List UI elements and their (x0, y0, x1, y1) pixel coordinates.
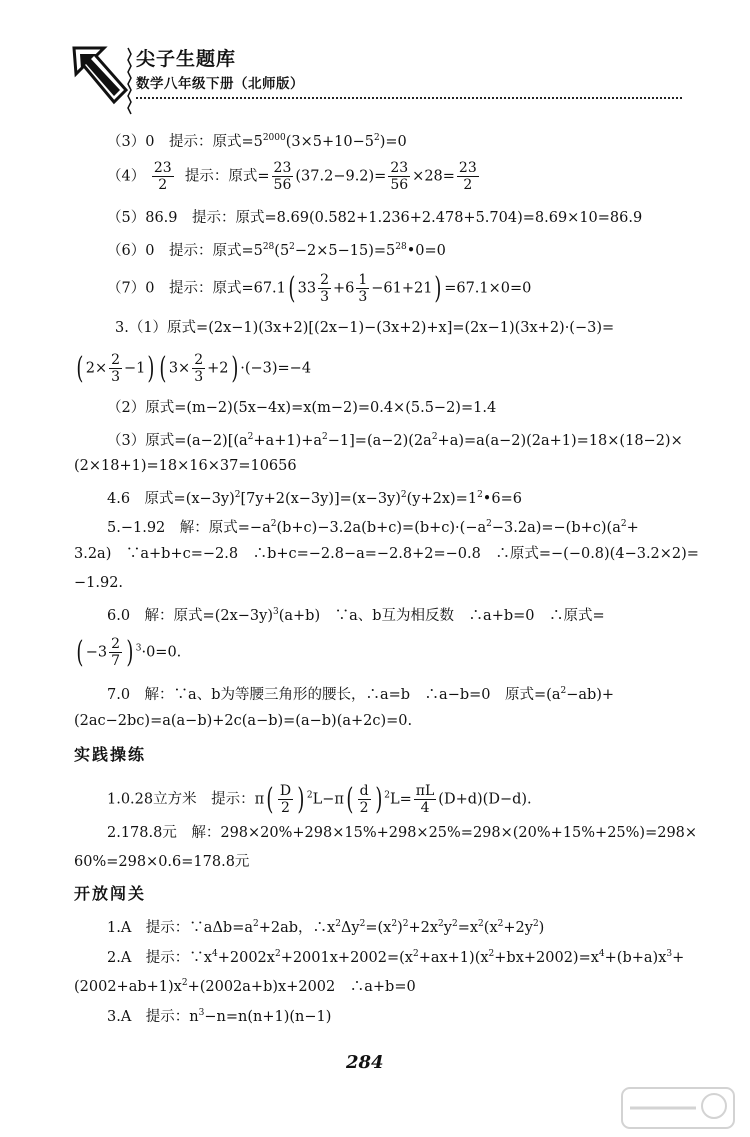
text: 33 (297, 280, 317, 297)
paren: ) (297, 781, 305, 817)
answer-line: −1.92. (74, 575, 124, 591)
answer-line (107, 514, 639, 538)
fraction (152, 160, 174, 193)
text: )=0 (379, 133, 407, 150)
paren: ( (159, 350, 167, 386)
numerator: 1 (358, 272, 368, 288)
answer-line: 60%=298×0.6=178.8元 (74, 854, 250, 870)
text: L= (390, 791, 412, 808)
text: ) (397, 919, 403, 936)
exp: 3 (666, 949, 673, 959)
exp: 2 (478, 919, 484, 929)
numerator: 23 (153, 160, 172, 176)
fraction (109, 352, 122, 385)
exp: 2 (451, 919, 458, 929)
paren: ( (76, 350, 84, 386)
text: 提示：原式= (184, 168, 270, 185)
exp: 2 (373, 133, 380, 143)
exp: 4 (211, 949, 218, 959)
denominator: 4 (420, 800, 430, 816)
text: [7y+2(x−3y)]=(x−3y) (240, 490, 401, 507)
text: 3× (168, 360, 191, 377)
text: •6=6 (482, 490, 522, 507)
exp: 2 (335, 919, 341, 929)
fraction (109, 636, 122, 669)
fraction (272, 160, 294, 193)
text: +6 (332, 280, 355, 297)
text: L−π (312, 791, 344, 808)
text: +2001x+2002=(x (280, 949, 413, 966)
denominator: 3 (111, 369, 121, 385)
text: + (672, 949, 685, 966)
numerator: 2 (111, 636, 121, 652)
exp: 2 (289, 242, 295, 252)
text: (b+c)−3.2a(b+c)=(b+c)·(−a (276, 519, 487, 536)
answer-line (107, 681, 614, 705)
answer-line: （2）原式=(m−2)(5x−4x)=x(m−2)=0.4×(5.5−2)=1.4 (107, 400, 497, 416)
text: −ab)+ (566, 686, 615, 703)
exp: 3 (135, 643, 142, 654)
paren: ) (147, 350, 155, 386)
text: (3×5+10−5 (285, 133, 374, 150)
text: +(b+a)x (604, 949, 667, 966)
answer-line (107, 914, 544, 938)
answer-line: (2×18+1)=18×16×37=10656 (74, 458, 297, 474)
text: +ax+1)(x (418, 949, 489, 966)
text: −1]=(a−2)(2a (327, 432, 432, 449)
answer-line (107, 602, 605, 626)
answer-line: 3.2a) ∵a+b+c=−2.8 ∴b+c=−2.8−a=−2.8+2=−0.8 ∴原式=−(−0.8)(4−3.2×2)= (74, 546, 699, 562)
text: +2002x (217, 949, 275, 966)
text: +(2002a+b)x+2002 ∴a+b=0 (187, 978, 416, 995)
text: −3 (85, 644, 108, 661)
answer-line (74, 636, 181, 669)
answer-line (107, 485, 522, 509)
exp: 2 (391, 919, 398, 929)
text: 1.0.28立方米 提示：π (107, 791, 265, 808)
exp: 2 (253, 919, 259, 929)
denominator: 3 (320, 289, 329, 305)
answer-line (107, 160, 481, 193)
text: + (626, 519, 639, 536)
exp: 2 (431, 432, 438, 442)
text: (x (483, 919, 498, 936)
answer-line: 3.（1）原式=(2x−1)(3x+2)[(2x−1)−(3x+2)+x]=(2x−1)(3x+2)·(−3)= (115, 320, 615, 336)
text: 3.A 提示：n (107, 1008, 199, 1025)
fraction (414, 783, 437, 816)
fraction (388, 160, 410, 193)
denominator: 7 (111, 653, 121, 669)
numerator: 23 (390, 160, 409, 176)
text: 1.A 提示：∵aΔb=a (107, 919, 253, 936)
answer-line (74, 352, 311, 385)
exp: 2 (181, 978, 188, 988)
text: −2×5−15)=5 (294, 242, 396, 259)
text: +a)=a(a−2)(2a+1)=18×(18−2)× (437, 432, 683, 449)
paren: ( (266, 781, 274, 817)
numerator: D (279, 783, 292, 799)
exp: 2 (322, 432, 328, 442)
page-number: 284 (346, 1052, 384, 1073)
exp: 2 (532, 919, 539, 929)
answer-line: (2ac−2bc)=a(a−b)+2c(a−b)=(a−b)(a+2c)=0. (74, 713, 413, 729)
paren: ( (346, 781, 354, 817)
exp: 2 (560, 686, 567, 696)
text: ×28= (412, 168, 455, 185)
fraction (192, 352, 205, 385)
exp: 3 (198, 1008, 205, 1018)
section-heading: 实践操练 (74, 745, 147, 764)
text: 4.6 原式=(x−3y) (107, 490, 235, 507)
text: ·0=0. (141, 644, 182, 661)
text: （3）原式=(a−2)[(a (107, 432, 248, 449)
text: 2× (85, 360, 108, 377)
answer-line (107, 128, 407, 152)
exp: 2 (274, 949, 281, 959)
text: −n=n(n+1)(n−1) (204, 1008, 332, 1025)
exp: 2000 (262, 133, 286, 143)
text: =67.1×0=0 (444, 280, 532, 297)
exp: 2 (247, 432, 254, 442)
denominator: 56 (273, 177, 292, 193)
text: y (443, 919, 452, 936)
denominator: 2 (281, 800, 290, 816)
exp: 2 (412, 949, 419, 959)
text: •0=0 (406, 242, 446, 259)
exp: 4 (598, 949, 605, 959)
text: (D+d)(D−d). (438, 791, 532, 808)
exp: 2 (234, 490, 241, 500)
arrow-logo-icon (70, 44, 132, 118)
text: ·(−3)=−4 (240, 360, 312, 377)
text: +2x (408, 919, 439, 936)
answer-line: 2.178.8元 解：298×20%+298×15%+298×25%=298×(20%+15%+25%)=298× (107, 825, 698, 841)
answer-line (107, 944, 684, 968)
answer-line (107, 1003, 331, 1027)
text: +a+1)+a (253, 432, 323, 449)
text: (2002+ab+1)x (74, 978, 182, 995)
paren: ) (230, 350, 238, 386)
exp: 2 (384, 790, 391, 801)
text: −3.2a)=−(b+c)(a (491, 519, 621, 536)
header-divider (136, 97, 682, 99)
text: =x (457, 919, 479, 936)
text: −61+21 (371, 280, 433, 297)
exp: 28 (395, 242, 407, 252)
numerator: 2 (320, 272, 329, 288)
exp: 2 (497, 919, 504, 929)
numerator: d (359, 783, 369, 799)
exp: 2 (488, 949, 495, 959)
numerator: 23 (458, 160, 477, 176)
text: 6.0 解：原式=(2x−3y) (107, 607, 273, 624)
text: +2y (503, 919, 533, 936)
section-heading: 开放闯关 (74, 884, 147, 903)
text: （3）0 提示：原式=5 (107, 133, 263, 150)
fraction (356, 272, 369, 305)
text: (y+2x)=1 (406, 490, 478, 507)
fraction (358, 783, 371, 816)
denominator: 56 (390, 177, 409, 193)
paren: ) (374, 781, 382, 817)
exp: 2 (620, 519, 627, 529)
exp: 2 (400, 490, 407, 500)
text: +2ab，∴x (258, 919, 336, 936)
text: (a+b) ∵a、b互为相反数 ∴a+b=0 ∴原式= (278, 607, 605, 624)
text: =(x (365, 919, 392, 936)
numerator: 23 (273, 160, 292, 176)
answer-line: （5）86.9 提示：原式=8.69(0.582+1.236+2.478+5.704)=8.69×10=86.9 (107, 210, 643, 226)
text: −1 (124, 360, 146, 377)
answer-line (107, 783, 532, 816)
fraction (318, 272, 331, 305)
text: 2.A 提示：∵x (107, 949, 212, 966)
text: （7）0 提示：原式=67.1 (107, 280, 286, 297)
exp: 28 (262, 242, 275, 252)
text: （6）0 提示：原式=5 (107, 242, 263, 259)
denominator: 2 (158, 177, 168, 193)
numerator: 2 (111, 352, 121, 368)
text: （4） (107, 168, 146, 185)
exp: 2 (438, 919, 444, 929)
book-title: 尖子生题库 (136, 48, 237, 70)
answer-line (74, 973, 416, 997)
book-subtitle: 数学八年级下册（北师版） (136, 76, 304, 92)
denominator: 3 (358, 289, 368, 305)
paren: ( (288, 270, 296, 306)
numerator: πL (415, 783, 435, 799)
text: +2 (207, 360, 229, 377)
text: Δy (340, 919, 360, 936)
exp: 2 (306, 790, 313, 801)
fraction (457, 160, 479, 193)
exp: 2 (359, 919, 366, 929)
paren: ) (126, 634, 134, 670)
text: 5.−1.92 解：原式=−a (107, 519, 271, 536)
denominator: 2 (463, 177, 473, 193)
paren: ( (76, 634, 84, 670)
text: (5 (274, 242, 290, 259)
answer-line (107, 272, 531, 305)
denominator: 3 (194, 369, 204, 385)
text: +bx+2002)=x (494, 949, 599, 966)
text: 7.0 解：∵a、b为等腰三角形的腰长，∴a=b ∴a−b=0 原式=(a (107, 686, 561, 703)
numerator: 2 (194, 352, 204, 368)
answer-line (107, 427, 683, 451)
watermark-logo-icon (618, 1084, 738, 1132)
text: ) (538, 919, 545, 936)
exp: 3 (273, 607, 279, 617)
denominator: 2 (359, 800, 369, 816)
fraction (278, 783, 293, 816)
paren: ) (434, 270, 442, 306)
exp: 2 (477, 490, 483, 500)
exp: 2 (402, 919, 409, 929)
exp: 2 (270, 519, 277, 529)
exp: 2 (486, 519, 492, 529)
answer-line (107, 237, 446, 261)
text: (37.2−9.2)= (295, 168, 387, 185)
